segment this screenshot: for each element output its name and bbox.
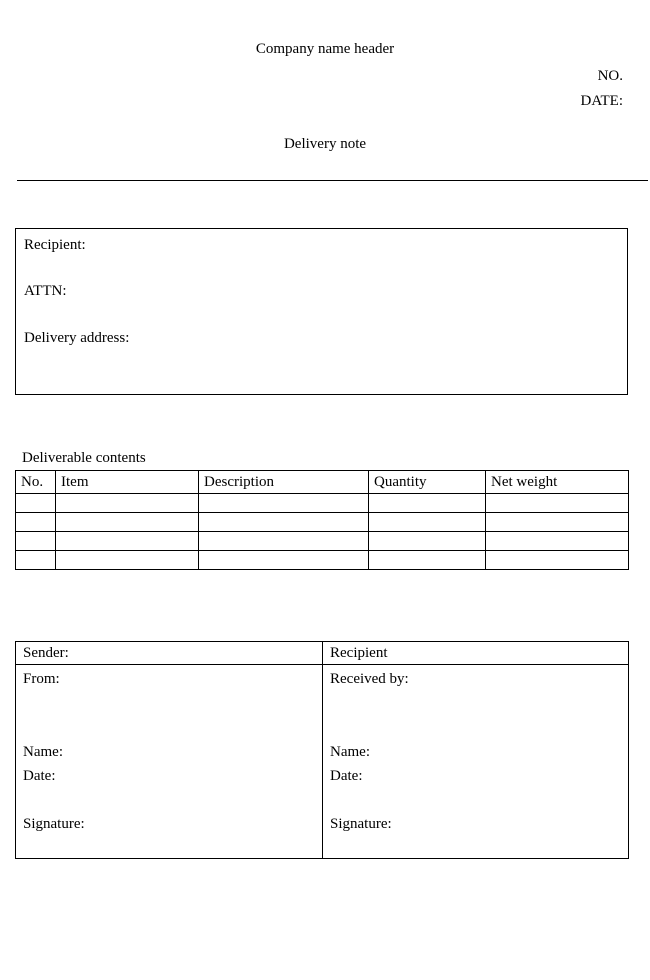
contents-table-header-row xyxy=(16,471,629,494)
contents-table-empty-cell xyxy=(16,532,56,551)
contents-table-empty-cell xyxy=(369,494,486,513)
deliverable-contents-table xyxy=(15,470,629,570)
recipient-header-cell: Recipient xyxy=(323,642,629,665)
contents-table-empty-cell xyxy=(56,532,199,551)
sender-header-cell: Sender: xyxy=(16,642,323,665)
contents-table-empty-cell xyxy=(369,532,486,551)
contents-table-body xyxy=(16,494,629,570)
contents-table-empty-cell xyxy=(199,494,369,513)
contents-table-empty-cell xyxy=(16,551,56,570)
document-number-label: NO. xyxy=(597,68,623,84)
contents-table-empty-cell xyxy=(16,513,56,532)
contents-table-empty-cell xyxy=(199,551,369,570)
contents-table-empty-row xyxy=(16,494,629,513)
column-header-quantity: Quantity xyxy=(369,471,486,494)
recipient-received-by-label: Received by: xyxy=(330,671,409,687)
sender-details-cell xyxy=(16,665,323,859)
document-number-date-block xyxy=(581,64,624,114)
contents-table-empty-cell xyxy=(486,532,629,551)
contents-table-empty-row xyxy=(16,551,629,570)
sender-date-label: Date: xyxy=(23,768,56,784)
contents-table-empty-cell xyxy=(369,551,486,570)
column-header-no: No. xyxy=(16,471,56,494)
column-header-net-weight: Net weight xyxy=(486,471,629,494)
company-name-header: Company name header xyxy=(255,41,395,57)
header-divider xyxy=(17,180,648,181)
recipient-date-label: Date: xyxy=(330,768,363,784)
sender-name-label: Name: xyxy=(23,744,63,760)
sender-from-label: From: xyxy=(23,671,60,687)
contents-table-empty-cell xyxy=(199,513,369,532)
document-date-label: DATE: xyxy=(580,93,623,109)
document-title: Delivery note xyxy=(283,136,367,152)
signature-table-header-row xyxy=(16,642,629,665)
recipient-details-cell xyxy=(323,665,629,859)
recipient-name-label: Name: xyxy=(330,744,370,760)
contents-table-empty-cell xyxy=(56,551,199,570)
delivery-address-label: Delivery address: xyxy=(24,330,130,346)
attn-label: ATTN: xyxy=(24,283,67,299)
column-header-description: Description xyxy=(199,471,369,494)
sender-recipient-table xyxy=(15,641,629,859)
contents-table-empty-row xyxy=(16,532,629,551)
recipient-signature-label: Signature: xyxy=(330,816,392,832)
contents-table-empty-cell xyxy=(369,513,486,532)
contents-table-empty-cell xyxy=(56,513,199,532)
contents-table-empty-cell xyxy=(199,532,369,551)
column-header-item: Item xyxy=(56,471,199,494)
contents-table-empty-cell xyxy=(56,494,199,513)
recipient-address-box xyxy=(15,228,628,395)
recipient-label: Recipient: xyxy=(24,237,86,253)
signature-table-body-row xyxy=(16,665,629,859)
contents-table-empty-cell xyxy=(486,551,629,570)
contents-table-empty-row xyxy=(16,513,629,532)
contents-table-empty-cell xyxy=(16,494,56,513)
sender-signature-label: Signature: xyxy=(23,816,85,832)
contents-table-empty-cell xyxy=(486,513,629,532)
contents-table-empty-cell xyxy=(486,494,629,513)
deliverable-contents-title: Deliverable contents xyxy=(22,450,146,466)
